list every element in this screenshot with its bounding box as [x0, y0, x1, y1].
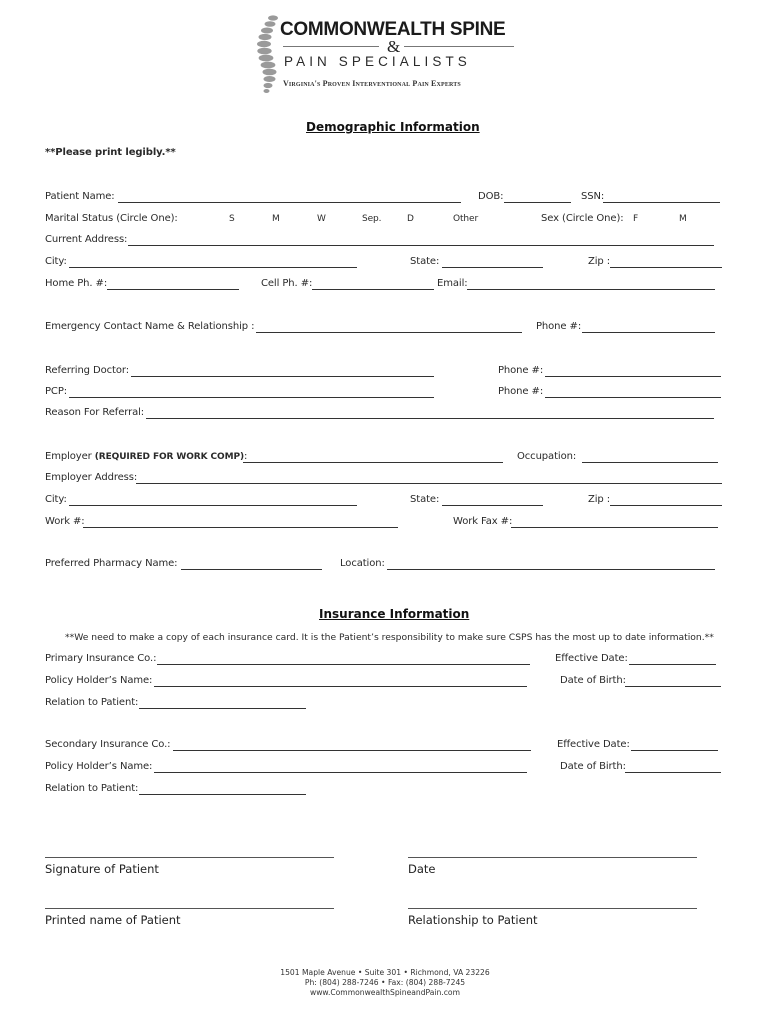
zip-field[interactable]: [610, 267, 722, 268]
referring-doctor-field[interactable]: [131, 376, 434, 377]
secondary-effective-date-field[interactable]: [631, 750, 718, 751]
signature-line[interactable]: [45, 857, 334, 858]
primary-insurance-field[interactable]: [157, 664, 530, 665]
marital-option-divorced[interactable]: D: [407, 214, 414, 224]
occupation-field[interactable]: [582, 462, 718, 463]
pharmacy-label: Preferred Pharmacy Name:: [45, 558, 178, 569]
emergency-contact-label: Emergency Contact Name & Relationship :: [45, 321, 255, 332]
brand-ampersand: &: [387, 37, 401, 56]
brand-rule-left: [283, 46, 379, 47]
employer-state-label: State:: [410, 494, 440, 505]
marital-option-other[interactable]: Other: [453, 214, 479, 224]
primary-policy-holder-field[interactable]: [154, 686, 527, 687]
work-fax-label: Work Fax #:: [453, 516, 513, 527]
pcp-phone-field[interactable]: [545, 397, 721, 398]
date-line[interactable]: [408, 857, 697, 858]
city-field[interactable]: [69, 267, 357, 268]
pharmacy-field[interactable]: [181, 569, 322, 570]
ssn-label: SSN:: [581, 191, 605, 202]
referring-phone-field[interactable]: [545, 376, 721, 377]
marital-option-widowed[interactable]: W: [317, 214, 326, 224]
secondary-relation-label: Relation to Patient:: [45, 783, 139, 794]
ssn-field[interactable]: [603, 202, 720, 203]
secondary-insurance-field[interactable]: [173, 750, 531, 751]
signature-label: Signature of Patient: [45, 862, 159, 876]
marital-option-single[interactable]: S: [229, 214, 235, 224]
sex-option-female[interactable]: F: [633, 214, 639, 224]
secondary-dob-field[interactable]: [625, 772, 721, 773]
email-label: Email:: [437, 278, 468, 289]
cell-phone-label: Cell Ph. #:: [261, 278, 313, 289]
marital-option-separated[interactable]: Sep.: [362, 214, 382, 224]
brand-rule-right: [404, 46, 514, 47]
patient-name-label: Patient Name:: [45, 191, 115, 202]
relationship-label: Relationship to Patient: [408, 913, 538, 927]
secondary-policy-holder-field[interactable]: [154, 772, 527, 773]
dob-field[interactable]: [504, 202, 571, 203]
pcp-label: PCP:: [45, 386, 68, 397]
employer-city-label: City:: [45, 494, 67, 505]
emergency-phone-field[interactable]: [582, 332, 715, 333]
employer-required-note: (REQUIRED FOR WORK COMP): [94, 452, 244, 462]
demographic-title: Demographic Information: [306, 120, 480, 134]
brand-subtitle: PAIN SPECIALISTS: [284, 54, 471, 69]
marital-status-label: Marital Status (Circle One):: [45, 213, 178, 224]
employer-city-field[interactable]: [69, 505, 357, 506]
dob-label: DOB:: [478, 191, 504, 202]
insurance-title: Insurance Information: [319, 607, 470, 621]
employer-colon: :: [243, 451, 248, 462]
city-label: City:: [45, 256, 67, 267]
work-phone-field[interactable]: [83, 527, 398, 528]
date-label: Date: [408, 862, 436, 876]
secondary-relation-field[interactable]: [139, 794, 306, 795]
employer-address-field[interactable]: [136, 483, 722, 484]
work-phone-label: Work #:: [45, 516, 85, 527]
employer-field[interactable]: [243, 462, 503, 463]
patient-name-field[interactable]: [118, 202, 461, 203]
employer-label-text: Employer: [45, 451, 92, 462]
employer-state-field[interactable]: [442, 505, 543, 506]
print-legibly-note: **Please print legibly.**: [45, 147, 176, 158]
emergency-phone-label: Phone #:: [536, 321, 582, 332]
spine-logo-icon: [252, 14, 282, 94]
secondary-effective-date-label: Effective Date:: [557, 739, 630, 750]
email-field[interactable]: [467, 289, 715, 290]
secondary-insurance-label: Secondary Insurance Co.:: [45, 739, 171, 750]
occupation-label: Occupation:: [517, 451, 577, 462]
primary-effective-date-field[interactable]: [629, 664, 716, 665]
emergency-contact-field[interactable]: [256, 332, 522, 333]
employer-zip-label: Zip :: [588, 494, 611, 505]
footer-address: 1501 Maple Avenue • Suite 301 • Richmond, VA 23226: [280, 968, 490, 977]
primary-relation-label: Relation to Patient:: [45, 697, 139, 708]
pharmacy-location-label: Location:: [340, 558, 385, 569]
referring-phone-label: Phone #:: [498, 365, 544, 376]
brand-name: COMMONWEALTH SPINE: [280, 19, 506, 40]
work-fax-field[interactable]: [511, 527, 718, 528]
sex-option-male[interactable]: M: [679, 214, 687, 224]
pharmacy-location-field[interactable]: [387, 569, 715, 570]
primary-dob-field[interactable]: [625, 686, 721, 687]
printed-name-line[interactable]: [45, 908, 334, 909]
primary-insurance-label: Primary Insurance Co.:: [45, 653, 157, 664]
current-address-label: Current Address:: [45, 234, 128, 245]
employer-address-label: Employer Address:: [45, 472, 138, 483]
relationship-line[interactable]: [408, 908, 697, 909]
secondary-dob-label: Date of Birth:: [560, 761, 626, 772]
primary-relation-field[interactable]: [139, 708, 306, 709]
pcp-field[interactable]: [69, 397, 434, 398]
primary-dob-label: Date of Birth:: [560, 675, 626, 686]
footer-website: www.CommonwealthSpineandPain.com: [310, 988, 460, 997]
current-address-field[interactable]: [128, 245, 714, 246]
secondary-policy-holder-label: Policy Holder’s Name:: [45, 761, 153, 772]
zip-label: Zip :: [588, 256, 611, 267]
primary-effective-date-label: Effective Date:: [555, 653, 628, 664]
home-phone-field[interactable]: [107, 289, 239, 290]
employer-label: [45, 451, 247, 462]
pcp-phone-label: Phone #:: [498, 386, 544, 397]
printed-name-label: Printed name of Patient: [45, 913, 181, 927]
employer-zip-field[interactable]: [610, 505, 722, 506]
state-label: State:: [410, 256, 440, 267]
primary-policy-holder-label: Policy Holder’s Name:: [45, 675, 153, 686]
brand-tagline: Virginia's Proven Interventional Pain Experts: [283, 79, 461, 88]
sex-label: Sex (Circle One):: [541, 213, 624, 224]
state-field[interactable]: [442, 267, 543, 268]
insurance-note: **We need to make a copy of each insurance card. It is the Patient’s responsibility to make sure CSPS has the most up to date information.**: [65, 632, 714, 643]
referring-doctor-label: Referring Doctor:: [45, 365, 129, 376]
reason-for-referral-label: Reason For Referral:: [45, 407, 145, 418]
home-phone-label: Home Ph. #:: [45, 278, 108, 289]
marital-option-married[interactable]: M: [272, 214, 280, 224]
cell-phone-field[interactable]: [312, 289, 434, 290]
reason-for-referral-field[interactable]: [146, 418, 714, 419]
footer-phone: Ph: (804) 288-7246 • Fax: (804) 288-7245: [304, 978, 466, 987]
